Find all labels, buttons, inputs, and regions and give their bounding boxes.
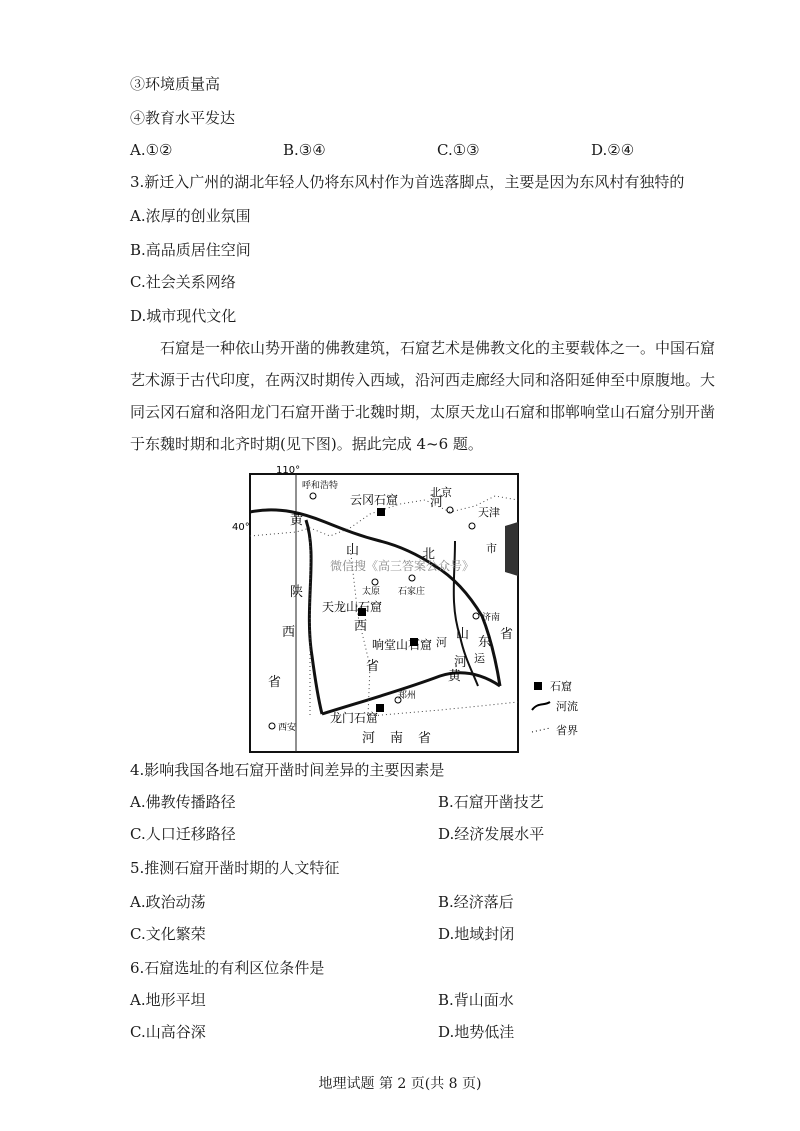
site-label-longmen: 龙门石窟 — [330, 711, 379, 725]
legend-boundary-symbol — [532, 728, 550, 732]
q5-option-a[interactable]: A.政治动荡 — [130, 893, 206, 911]
canal-label-yun: 运 — [474, 652, 485, 665]
city-label-zhengzhou: 郑州 — [398, 691, 417, 701]
city-marker-huhehaote — [310, 493, 316, 499]
legend-site-label: 石窟 — [550, 680, 572, 693]
q4-option-d[interactable]: D.经济发展水平 — [438, 825, 545, 843]
city-label-huhehaote: 呼和浩特 — [302, 481, 339, 491]
lon-label: 110° — [276, 465, 301, 476]
city-label-xian: 西安 — [278, 723, 297, 733]
q6-option-c[interactable]: C.山高谷深 — [130, 1023, 206, 1041]
watermark-text: 微信搜《高三答案公众号》 — [330, 559, 475, 573]
region-sheng-1: 省 — [366, 659, 380, 674]
legend-boundary-label: 省界 — [556, 724, 578, 737]
q6-option-d[interactable]: D.地势低洼 — [438, 1023, 515, 1041]
region-shan-1: 山 — [346, 543, 360, 558]
q5-option-d[interactable]: D.地域封闭 — [438, 925, 515, 943]
city-label-shijiazhuang: 石家庄 — [398, 587, 426, 597]
q3-option-b[interactable]: B.高品质居住空间 — [130, 241, 251, 259]
legend-site-symbol — [534, 682, 542, 690]
grotto-map — [232, 465, 610, 756]
passage — [130, 332, 720, 460]
city-label-tianjin: 天津 — [478, 506, 500, 519]
q5-option-b[interactable]: B.经济落后 — [438, 893, 514, 911]
site-label-yungang: 云冈石窟 — [350, 493, 399, 507]
q5-option-c[interactable]: C.文化繁荣 — [130, 925, 206, 943]
q2-option-d[interactable]: D.②④ — [591, 141, 635, 159]
bohai-sea — [505, 522, 518, 576]
q4-option-a[interactable]: A.佛教传播路径 — [130, 793, 236, 811]
region-sheng-3: 省 — [500, 627, 514, 642]
q4-option-c[interactable]: C.人口迁移路径 — [130, 825, 236, 843]
canal-label-he: 河 — [436, 636, 447, 649]
q3-option-c[interactable]: C.社会关系网络 — [130, 273, 236, 291]
city-marker-jinan — [473, 613, 479, 619]
site-label-tianlongshan: 天龙山石窟 — [322, 600, 383, 614]
region-sheng-4: 省 — [418, 731, 432, 746]
q2-option-b[interactable]: B.③④ — [283, 141, 326, 159]
q4-stem: 4.影响我国各地石窟开凿时间差异的主要因素是 — [130, 761, 445, 779]
province-boundary-south — [370, 702, 518, 716]
city-label-jinan: 济南 — [482, 613, 501, 623]
river-label-he: 河 — [454, 655, 468, 670]
lat-label: 40° — [232, 522, 250, 533]
q6-option-a[interactable]: A.地形平坦 — [130, 991, 206, 1009]
city-marker-shijiazhuang — [409, 575, 415, 581]
region-he-1: 河 — [430, 495, 444, 510]
q6-option-b[interactable]: B.背山面水 — [438, 991, 514, 1009]
q2-option-a[interactable]: A.①② — [130, 141, 173, 159]
map-canvas — [232, 465, 610, 756]
statement-3: ③环境质量高 — [130, 75, 221, 93]
region-shan-shaanxi: 陕 — [290, 585, 304, 600]
river-yellow-shaanxi — [306, 520, 322, 714]
region-huang: 黄 — [290, 513, 304, 528]
site-marker-yungang — [377, 508, 385, 516]
city-label-beijing: 北京 — [430, 486, 452, 499]
city-label-taiyuan: 太原 — [362, 587, 381, 597]
q5-stem: 5.推测石窟开凿时期的人文特征 — [130, 859, 340, 877]
passage-text: 石窟是一种依山势开凿的佛教建筑，石窟艺术是佛教文化的主要载体之一。中国石窟艺术源于古代印度，在两汉时期传入西域，沿河西走廊经大同和洛阳延伸至中原腹地。大同云冈石窟和洛阳龙门石窟开凿于北魏时期，太原天龙山石窟和邯郸响堂山石窟分别开凿于东魏时期和北齐时期(见下图)。据此完成 4~6 题。 — [130, 339, 716, 453]
region-bei: 北 — [422, 547, 436, 562]
city-marker-taiyuan — [372, 579, 378, 585]
region-shi: 市 — [486, 542, 497, 555]
region-he-2: 河 — [362, 731, 376, 746]
q4-option-b[interactable]: B.石窟开凿技艺 — [438, 793, 544, 811]
q3-option-d[interactable]: D.城市现代文化 — [130, 307, 237, 325]
region-nan: 南 — [390, 731, 404, 746]
statement-4: ④教育水平发达 — [130, 109, 236, 127]
q6-stem: 6.石窟选址的有利区位条件是 — [130, 959, 325, 977]
river-label-huang: 黄 — [448, 669, 462, 684]
city-marker-tianjin — [469, 523, 475, 529]
region-sheng-2: 省 — [268, 675, 282, 690]
region-dong: 东 — [478, 635, 492, 650]
region-xi-1: 西 — [354, 619, 368, 634]
page-footer: 地理试题 第 2 页(共 8 页) — [318, 1076, 482, 1092]
q3-stem: 3.新迁入广州的湖北年轻人仍将东风村作为首选落脚点，主要是因为东风村有独特的 — [130, 173, 685, 191]
legend-river-symbol — [532, 702, 550, 710]
legend-river-label: 河流 — [556, 700, 578, 713]
q2-option-c[interactable]: C.①③ — [437, 141, 480, 159]
region-xi-2: 西 — [282, 625, 296, 640]
city-marker-xian — [269, 723, 275, 729]
site-label-xiangtangshan: 响堂山石窟 — [372, 638, 433, 652]
q3-option-a[interactable]: A.浓厚的创业氛围 — [130, 207, 251, 225]
region-shan-2: 山 — [456, 627, 470, 642]
